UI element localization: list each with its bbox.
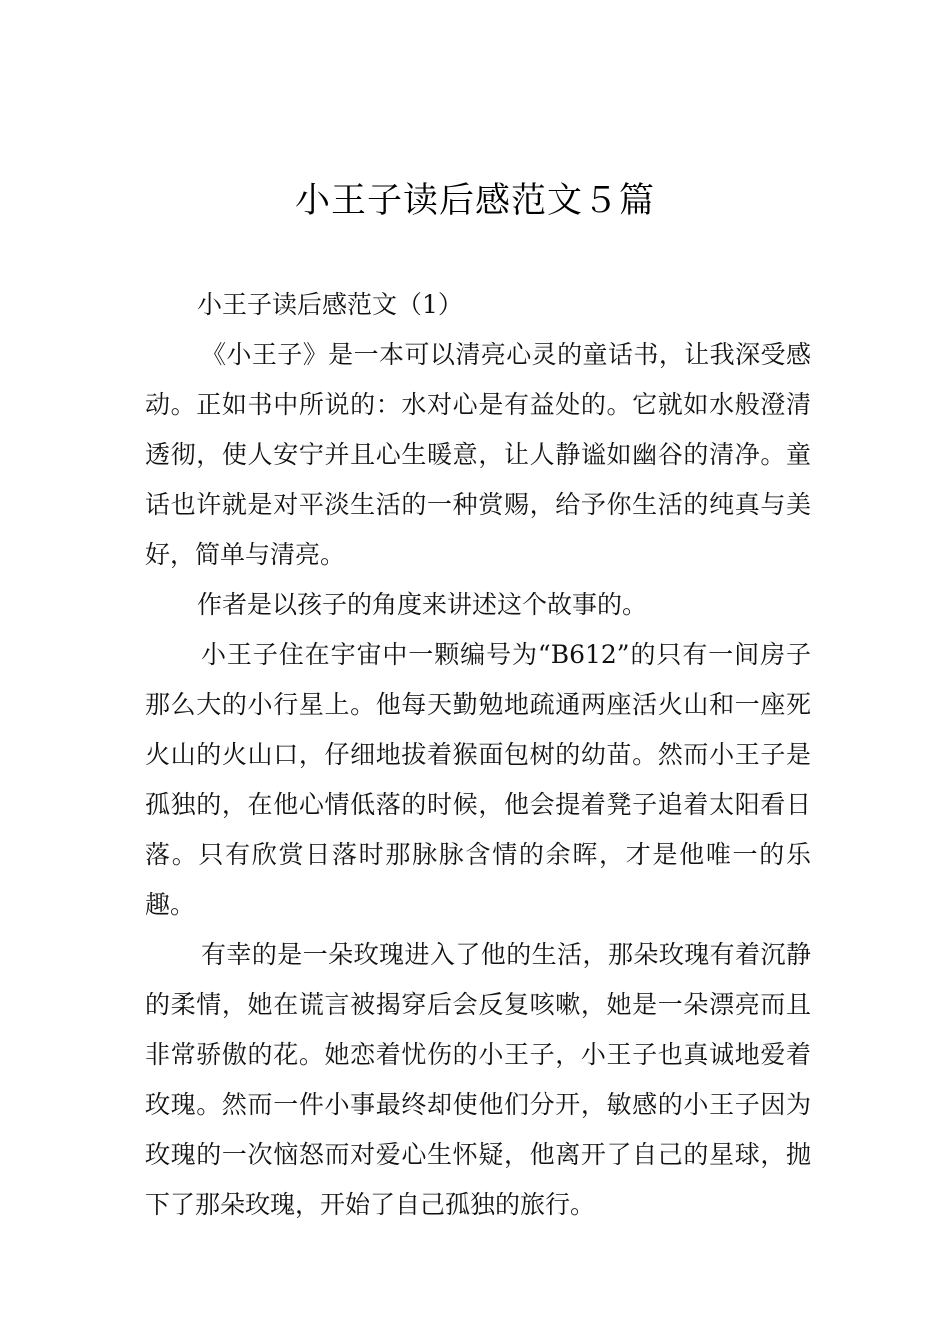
paragraph: 作者是以孩子的角度来讲述这个故事的。 bbox=[197, 590, 648, 619]
document-body bbox=[145, 280, 811, 1230]
paragraph: 有幸的是一朵玫瑰进入了他的生活，那朵玫瑰有着沉静的柔情，她在谎言被揭穿后会反复咳嗽，她是一朵漂亮而且非常骄傲的花。她恋着忧伤的小王子，小王子也真诚地爱着玫瑰。然而一件小事最终却使他们分开，敏感的小王子因为玫瑰的一次恼怒而对爱心生怀疑，他离开了自己的星球，抛下了那朵玫瑰，开始了自己孤独的旅行。 bbox=[145, 940, 811, 1219]
paragraph: 小王子住在宇宙中一颗编号为“B612”的只有一间房子那么大的小行星上。他每天勤勉地疏通两座活火山和一座死火山的火山口，仔细地拔着猴面包树的幼苗。然而小王子是孤独的，在他心情低落的时候，他会提着凳子追着太阳看日落。只有欣赏日落时那脉脉含情的余晖，才是他唯一的乐趣。 bbox=[145, 640, 811, 919]
paragraph: 《小王子》是一本可以清亮心灵的童话书，让我深受感动。正如书中所说的：水对心是有益处的。它就如水般澄清透彻，使人安宁并且心生暖意，让人静谧如幽谷的清净。童话也许就是对平淡生活的一种赏赐，给予你生活的纯真与美好，简单与清亮。 bbox=[145, 340, 811, 569]
section-heading: 小王子读后感范文（1） bbox=[197, 290, 463, 319]
document-title: 小王子读后感范文５篇 bbox=[294, 181, 655, 221]
